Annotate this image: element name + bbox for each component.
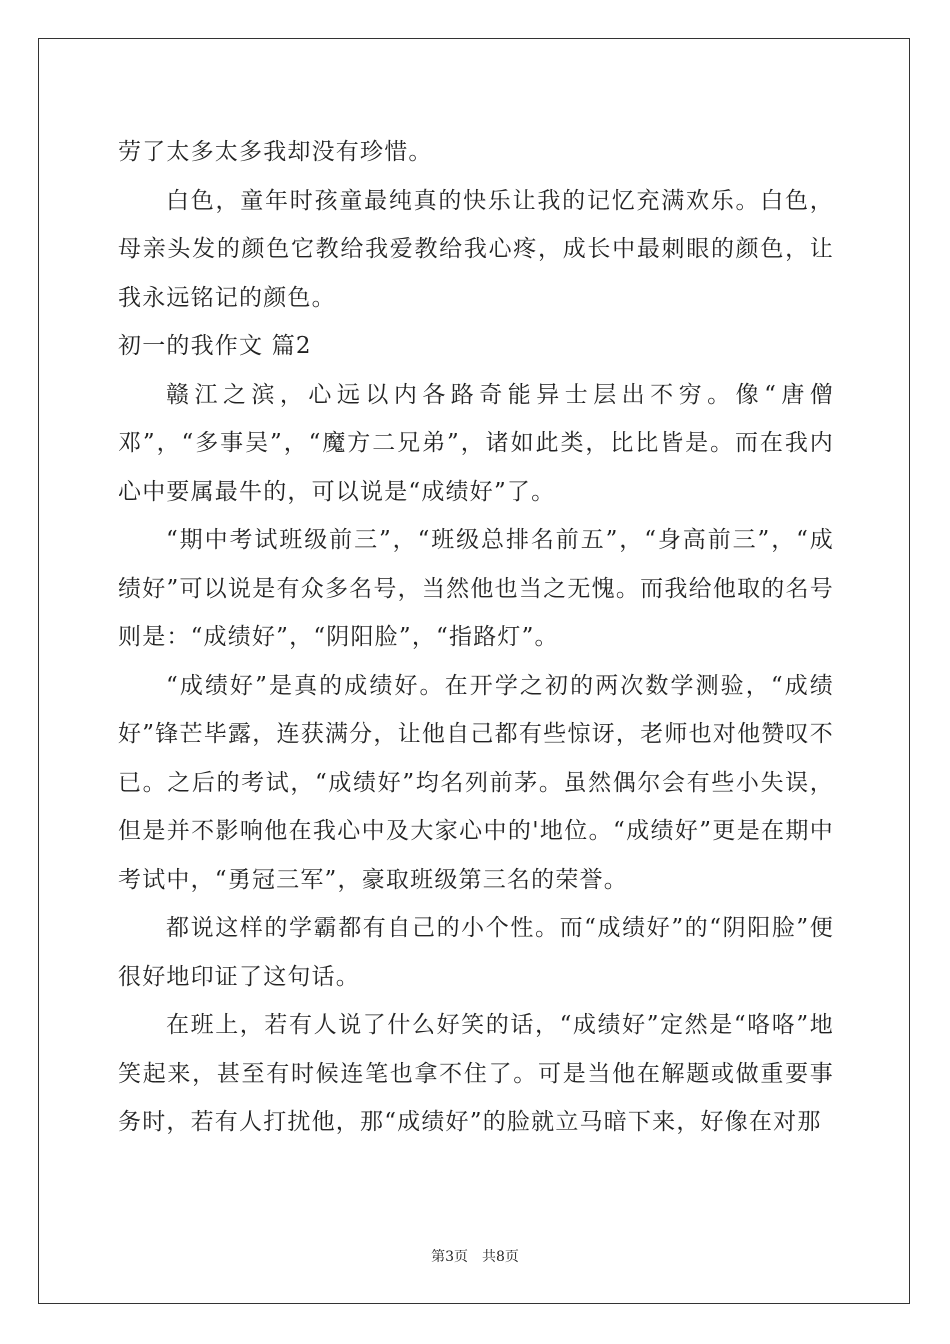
section-heading: 初一的我作文 篇2 [118, 333, 312, 359]
paragraph-4: “期中考试班级前三”，“班级总排名前五”，“身高前三”，“成绩好”可以说是有众多名号，当然他也当之无愧。而我给他取的名号则是：“成绩好”，“阴阳脸”，“指路灯”。 [118, 527, 834, 650]
page-footer [0, 1246, 950, 1266]
paragraph-6: 都说这样的学霸都有自己的小个性。而“成绩好”的“阴阳脸”便很好地印证了这句话。 [118, 915, 834, 990]
paragraph-2: 白色，童年时孩童最纯真的快乐让我的记忆充满欢乐。白色，母亲头发的颜色它教给我爱教给我心疼，成长中最刺眼的颜色，让我永远铭记的颜色。 [118, 187, 834, 311]
document-body [118, 128, 834, 1147]
paragraph-1: 劳了太多太多我却没有珍惜。 [118, 139, 433, 165]
paragraph-5: “成绩好”是真的成绩好。在开学之初的两次数学测验，“成绩好”锋芒毕露，连获满分，让他自己都有些惊讶，老师也对他赞叹不已。之后的考试，“成绩好”均名列前茅。虽然偶尔会有些小失误，但是并不影响他在我心中及大家心中的'地位。“成绩好”更是在期中考试中，“勇冠三军”，豪取班级第三名的荣誉。 [118, 672, 834, 893]
paragraph-7: 在班上，若有人说了什么好笑的话，“成绩好”定然是“咯咯”地笑起来，甚至有时候连笔也拿不住了。可是当他在解题或做重要事务时，若有人打扰他，那“成绩好”的脸就立马暗下来，好像在对那 [118, 1012, 834, 1135]
page-number: 第3页 [431, 1249, 468, 1265]
page-total: 共8页 [482, 1249, 519, 1265]
paragraph-3: 赣江之滨，心远以内各路奇能异士层出不穷。像“唐僧邓”，“多事吴”，“魔方二兄弟”，诸如此类，比比皆是。而在我内心中要属最牛的，可以说是“成绩好”了。 [118, 381, 834, 505]
